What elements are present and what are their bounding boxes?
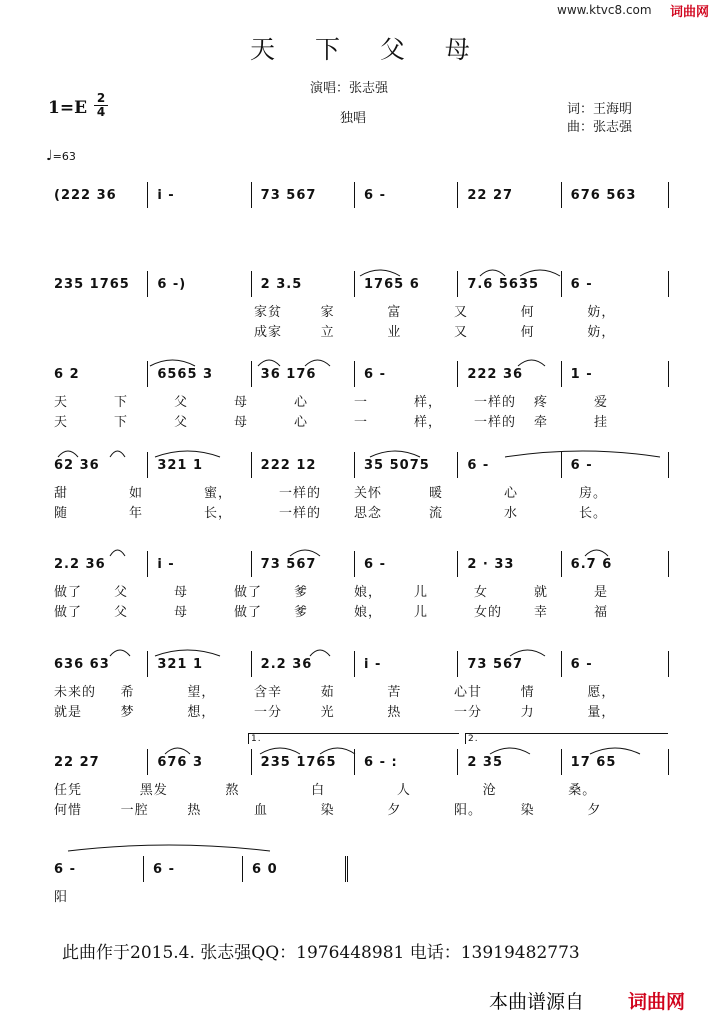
lyricist-credit: 词：王海明 [567, 102, 633, 117]
measure: 235 1765 [54, 277, 130, 292]
lyric-syllable: 富 [387, 305, 402, 320]
lyric-syllable: 一样的 [279, 486, 322, 501]
site-name[interactable]: 词曲网 [670, 5, 710, 20]
lyric-syllable: 福 [594, 605, 609, 620]
measure: 6 - [570, 277, 593, 292]
measure: 2.2 36 [260, 657, 313, 672]
lyric-syllable: 爱 [594, 395, 609, 410]
lyric-syllable: 蜜， [204, 486, 233, 501]
lyric-syllable: 任凭 [54, 783, 83, 798]
lyric-syllable: 样， [414, 395, 443, 410]
lyric-syllable: 一样的 [474, 395, 517, 410]
slur [360, 270, 400, 276]
slur [310, 650, 330, 656]
slur [490, 748, 530, 754]
source-site-name[interactable]: 词曲网 [628, 991, 686, 1013]
lyric-syllable: 业 [387, 325, 402, 340]
measure: 6 - [467, 458, 490, 473]
lyric-syllable: 母 [174, 605, 189, 620]
composer-credit: 曲：张志强 [567, 120, 633, 135]
lyric-syllable: 做了 [234, 605, 263, 620]
measure: (222 36 [54, 188, 117, 203]
lyric-syllable: 夕 [587, 803, 602, 818]
lyric-syllable: 阳 [54, 890, 69, 905]
lyric-syllable: 立 [320, 325, 335, 340]
lyric-syllable: 天 [54, 395, 69, 410]
slur [320, 748, 355, 754]
measure: 73 567 [260, 188, 317, 203]
slur [68, 845, 270, 851]
measure: 6 - [570, 458, 593, 473]
lyric-syllable: 何 [520, 325, 535, 340]
slur [58, 451, 78, 457]
slur [155, 650, 220, 656]
quarter-note-icon: ♩ [46, 148, 53, 164]
measure: 73 567 [467, 657, 524, 672]
lyric-syllable: 心 [294, 415, 309, 430]
meter-top: 2 [96, 91, 106, 105]
measure: 1765 6 [364, 277, 420, 292]
slur [258, 360, 280, 366]
lyric-syllable: 情 [520, 685, 535, 700]
lyric-syllable: 白 [311, 783, 326, 798]
lyric-syllable: 成家 [254, 325, 283, 340]
lyric-syllable: 又 [454, 305, 469, 320]
measure: i - [157, 557, 175, 572]
measure: 676 3 [157, 755, 204, 770]
lyric-syllable: 就 [534, 585, 549, 600]
measure: 22 27 [467, 188, 514, 203]
lyric-syllable: 一分 [454, 705, 483, 720]
measure: 2 3.5 [260, 277, 303, 292]
lyric-syllable: 就是 [54, 705, 83, 720]
lyric-syllable: 父 [174, 415, 189, 430]
composition-note: 此曲作于2015.4. 张志强QQ：1976448981 电话：13919482773 [62, 943, 580, 963]
measure: 2 · 33 [467, 557, 515, 572]
lyric-syllable: 随 [54, 506, 69, 521]
slur [590, 748, 640, 754]
lyric-syllable: 熬 [225, 783, 240, 798]
lyric-syllable: 爹 [294, 585, 309, 600]
slur [150, 360, 195, 366]
lyric-syllable: 血 [254, 803, 269, 818]
lyric-syllable: 热 [387, 705, 402, 720]
lyric-syllable: 父 [174, 395, 189, 410]
lyric-syllable: 甜 [54, 486, 69, 501]
lyric-syllable: 光 [320, 705, 335, 720]
lyric-syllable: 含辛 [254, 685, 283, 700]
performance-type: 独唱 [340, 111, 367, 126]
measure: 36 176 [260, 367, 317, 382]
lyric-syllable: 热 [187, 803, 202, 818]
measure: 6 - [153, 862, 175, 877]
slur [110, 650, 130, 656]
lyric-syllable: 又 [454, 325, 469, 340]
song-title: 天 下 父 母 [250, 35, 486, 64]
measure: 6 - [364, 188, 386, 203]
measure: 35 5075 [364, 458, 430, 473]
measure: 1 - [570, 367, 593, 382]
measure: 222 12 [260, 458, 317, 473]
lyric-syllable: 暖 [429, 486, 444, 501]
lyric-syllable: 人 [396, 783, 411, 798]
measure: 6 - [364, 367, 386, 382]
measure: 17 65 [570, 755, 617, 770]
measure: 73 567 [260, 557, 317, 572]
measure: 6 -) [157, 277, 187, 292]
slur [505, 451, 660, 457]
lyric-syllable: 做了 [234, 585, 263, 600]
lyric-syllable: 母 [234, 415, 249, 430]
key-signature: 1=E [48, 98, 88, 118]
lyric-syllable: 母 [174, 585, 189, 600]
measure: 636 63 [54, 657, 110, 672]
lyric-syllable: 下 [114, 415, 129, 430]
lyric-syllable: 黑发 [139, 783, 168, 798]
slur [165, 748, 190, 754]
lyric-syllable: 年 [129, 506, 144, 521]
slur [155, 451, 220, 457]
lyric-syllable: 心甘 [454, 685, 483, 700]
lyric-syllable: 长， [204, 506, 233, 521]
site-url[interactable]: www.ktvc8.com [557, 3, 652, 17]
lyric-syllable: 思念 [354, 506, 383, 521]
lyric-syllable: 何惜 [54, 803, 83, 818]
slur [510, 650, 545, 656]
lyric-syllable: 爹 [294, 605, 309, 620]
lyric-syllable: 一样的 [279, 506, 322, 521]
lyric-syllable: 何 [520, 305, 535, 320]
source-label: 本曲谱源自 [489, 991, 585, 1013]
lyric-syllable: 挂 [594, 415, 609, 430]
slur [290, 550, 320, 556]
measure: 6 - : [364, 755, 398, 770]
lyric-syllable: 牵 [534, 415, 549, 430]
slur [518, 360, 545, 366]
measure: 321 1 [157, 458, 204, 473]
lyric-syllable: 染 [520, 803, 535, 818]
lyric-syllable: 天 [54, 415, 69, 430]
lyric-syllable: 下 [114, 395, 129, 410]
volta-second-ending: 2. [465, 733, 668, 744]
meter-bottom: 4 [94, 105, 108, 119]
lyric-syllable: 家 [320, 305, 335, 320]
lyric-syllable: 家贫 [254, 305, 283, 320]
lyric-syllable: 如 [129, 486, 144, 501]
lyric-syllable: 妨， [587, 325, 616, 340]
lyric-syllable: 父 [114, 585, 129, 600]
lyric-syllable: 父 [114, 605, 129, 620]
slur [110, 550, 125, 556]
lyric-syllable: 房。 [579, 486, 608, 501]
lyric-syllable: 心 [294, 395, 309, 410]
measure: i - [364, 657, 382, 672]
lyric-syllable: 流 [429, 506, 444, 521]
measure: 676 563 [570, 188, 637, 203]
lyric-syllable: 夕 [387, 803, 402, 818]
measure: 222 36 [467, 367, 524, 382]
measure: i - [157, 188, 175, 203]
lyric-syllable: 疼 [534, 395, 549, 410]
measure: 6.7 6 [570, 557, 613, 572]
lyric-syllable: 沧 [482, 783, 497, 798]
lyric-syllable: 妨， [587, 305, 616, 320]
lyric-syllable: 娘， [354, 585, 383, 600]
lyric-syllable: 关怀 [354, 486, 383, 501]
measure: 22 27 [54, 755, 100, 770]
lyric-syllable: 水 [504, 506, 519, 521]
lyric-syllable: 愿， [587, 685, 616, 700]
lyric-syllable: 想， [187, 705, 216, 720]
lyric-syllable: 做了 [54, 585, 83, 600]
lyric-syllable: 梦 [120, 705, 135, 720]
measure: 62 36 [54, 458, 100, 473]
slur [260, 748, 300, 754]
lyric-syllable: 阳。 [454, 803, 483, 818]
lyric-syllable: 力 [520, 705, 535, 720]
measure: 7.6 5635 [467, 277, 540, 292]
measure: 6565 3 [157, 367, 214, 382]
measure: 2.2 36 [54, 557, 106, 572]
lyric-syllable: 娘， [354, 605, 383, 620]
lyric-syllable: 茹 [320, 685, 335, 700]
measure: 6 - [570, 657, 593, 672]
measure: 6 0 [252, 862, 278, 877]
lyric-syllable: 希 [120, 685, 135, 700]
lyric-syllable: 苦 [387, 685, 402, 700]
slur [110, 451, 125, 457]
slur [585, 550, 608, 556]
lyric-syllable: 儿 [414, 605, 429, 620]
lyric-syllable: 桑。 [568, 783, 597, 798]
lyric-syllable: 做了 [54, 605, 83, 620]
measure: 321 1 [157, 657, 204, 672]
lyric-syllable: 一分 [254, 705, 283, 720]
slur [370, 451, 420, 457]
volta-first-ending: 1. [248, 733, 459, 744]
lyric-syllable: 染 [320, 803, 335, 818]
lyric-syllable: 未来的 [54, 685, 97, 700]
lyric-syllable: 一 [354, 415, 369, 430]
singer-credit: 演唱：张志强 [310, 81, 389, 96]
lyric-syllable: 心 [504, 486, 519, 501]
slur [480, 270, 505, 276]
lyric-syllable: 一 [354, 395, 369, 410]
lyric-syllable: 长。 [579, 506, 608, 521]
lyric-syllable: 一腔 [120, 803, 149, 818]
lyric-syllable: 母 [234, 395, 249, 410]
lyric-syllable: 一样的 [474, 415, 517, 430]
measure: 235 1765 [260, 755, 337, 770]
lyric-syllable: 量， [587, 705, 616, 720]
measure: 6 - [54, 862, 76, 877]
measure: 6 2 [54, 367, 80, 382]
measure: 2 35 [467, 755, 503, 770]
slur [520, 270, 560, 276]
lyric-syllable: 望， [187, 685, 216, 700]
measure: 6 - [364, 557, 386, 572]
lyric-syllable: 样， [414, 415, 443, 430]
lyric-syllable: 儿 [414, 585, 429, 600]
lyric-syllable: 是 [594, 585, 609, 600]
slur [305, 360, 330, 366]
lyric-syllable: 幸 [534, 605, 549, 620]
lyric-syllable: 女 [474, 585, 489, 600]
lyric-syllable: 女的 [474, 605, 503, 620]
tempo-value: =63 [52, 150, 76, 163]
